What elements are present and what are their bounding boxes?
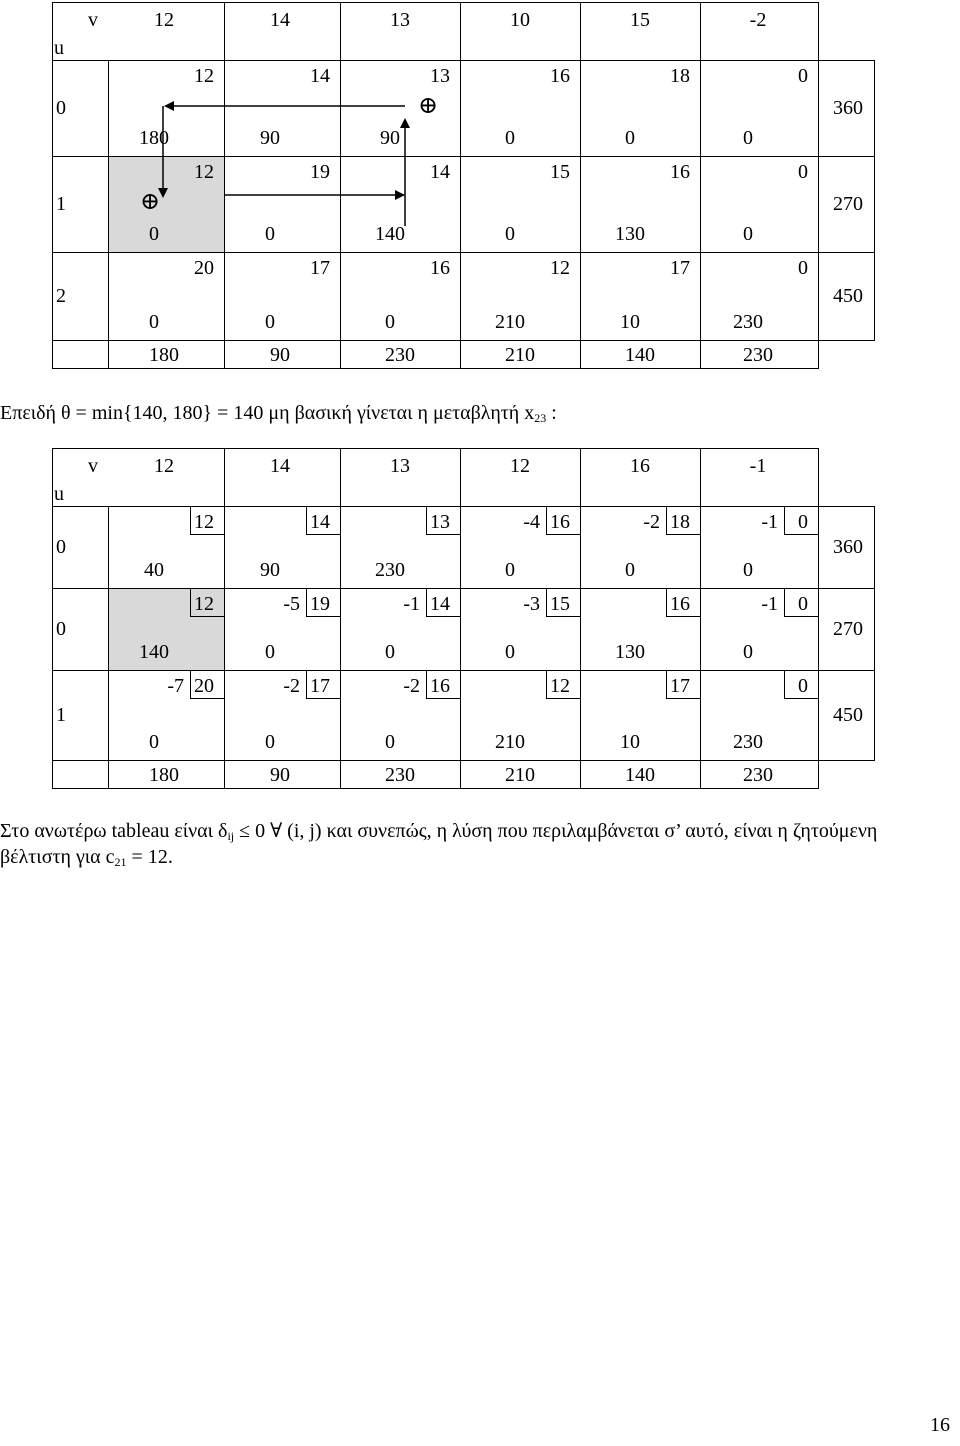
u-potential: 0 <box>56 536 66 558</box>
delta-value: -2 <box>643 511 660 533</box>
cost-value: 17 <box>670 257 690 279</box>
optimality-conclusion-line-2 <box>0 846 173 870</box>
cost-value: 12 <box>550 257 570 279</box>
cost-box-line <box>426 698 461 699</box>
delta-value: -1 <box>761 511 778 533</box>
allocation-value: 0 <box>625 559 635 581</box>
allocation-value: 210 <box>495 311 525 333</box>
grid-line <box>580 448 581 789</box>
cost-box-line <box>666 534 701 535</box>
v-potential: 14 <box>270 455 290 477</box>
grid-line <box>52 448 819 449</box>
delta-value: -2 <box>403 675 420 697</box>
delta-value: -7 <box>167 675 184 697</box>
cost-value: 17 <box>670 675 690 697</box>
allocation-value: 130 <box>615 223 645 245</box>
cost-value: 13 <box>430 65 450 87</box>
theta-colon: : <box>546 402 557 424</box>
cost-box-line <box>546 698 581 699</box>
allocation-value: 0 <box>265 311 275 333</box>
v-label: v <box>88 455 98 477</box>
cost-box-line <box>546 616 581 617</box>
allocation-value: 0 <box>265 641 275 663</box>
allocation-value: 40 <box>144 559 164 581</box>
cost-value: 17 <box>310 675 330 697</box>
allocation-value: 0 <box>149 311 159 333</box>
grid-line <box>818 448 819 789</box>
delta-value: -1 <box>403 593 420 615</box>
delta-value: -2 <box>283 675 300 697</box>
cost-box-line <box>666 616 701 617</box>
delta-value: -5 <box>283 593 300 615</box>
grid-line <box>700 448 701 789</box>
cost-value: 16 <box>430 675 450 697</box>
cost-value: 0 <box>798 593 808 615</box>
demand-value: 210 <box>505 764 535 786</box>
v-potential: 12 <box>154 455 174 477</box>
v-potential: 16 <box>630 455 650 477</box>
u-potential: 0 <box>56 618 66 640</box>
allocation-value: 230 <box>733 731 763 753</box>
cycle-arrows <box>0 0 960 400</box>
grid-line <box>52 448 53 789</box>
grid-line <box>52 760 875 761</box>
v-label: v <box>88 9 98 31</box>
v-potential: 14 <box>270 9 290 31</box>
allocation-value: 0 <box>385 641 395 663</box>
demand-value: 230 <box>385 764 415 786</box>
theta-subscript: 23 <box>534 411 547 425</box>
arrow-head-icon <box>164 101 174 111</box>
cost-value: 20 <box>194 675 214 697</box>
u-potential: 1 <box>56 704 66 726</box>
conclusion-subscript-ij: ij <box>227 829 235 843</box>
delta-value: -1 <box>761 593 778 615</box>
allocation-value: 0 <box>505 559 515 581</box>
arrow-head-icon <box>158 188 168 198</box>
cost-value: 12 <box>194 593 214 615</box>
cost-value: 20 <box>194 257 214 279</box>
grid-line <box>460 448 461 789</box>
demand-value: 230 <box>385 344 415 366</box>
u-potential: 2 <box>56 285 66 307</box>
allocation-value: 0 <box>265 731 275 753</box>
theta-text: Επειδή θ = min{140, 180} = 140 μη βασική γίνεται η μεταβλητή x <box>0 402 535 424</box>
theta-explanation <box>0 402 557 426</box>
cost-value: 0 <box>798 257 808 279</box>
allocation-value: 0 <box>743 641 753 663</box>
allocation-value: 0 <box>743 127 753 149</box>
allocation-value: 90 <box>260 559 280 581</box>
conclusion-text-c: βέλτιστη για c <box>0 846 115 868</box>
cost-value: 19 <box>310 593 330 615</box>
v-potential: 13 <box>390 9 410 31</box>
delta-value: -4 <box>523 511 540 533</box>
grid-line <box>224 448 225 789</box>
allocation-value: 230 <box>375 559 405 581</box>
v-potential: -1 <box>749 455 767 477</box>
grid-line <box>52 670 875 671</box>
v-potential: 12 <box>510 455 530 477</box>
cost-value: 19 <box>310 161 330 183</box>
cost-value: 13 <box>430 511 450 533</box>
cost-box-line <box>190 534 225 535</box>
cost-box-line <box>306 616 341 617</box>
cost-box-line <box>306 698 341 699</box>
cost-box-line <box>666 698 701 699</box>
conclusion-text-b: ≤ 0 ∀ (i, j) και συνεπώς, η λύση που περιλαμβάνεται σ’ αυτό, είναι η ζητούμενη <box>234 820 878 842</box>
cost-value: 15 <box>550 161 570 183</box>
allocation-value: 230 <box>733 311 763 333</box>
allocation-value: 0 <box>505 127 515 149</box>
cost-value: 0 <box>798 161 808 183</box>
allocation-value: 140 <box>375 223 405 245</box>
allocation-value: 10 <box>620 311 640 333</box>
u-label: u <box>54 37 64 59</box>
allocation-value: 0 <box>625 127 635 149</box>
cost-box-line <box>546 534 581 535</box>
cost-value: 12 <box>194 161 214 183</box>
cost-value: 14 <box>430 593 450 615</box>
cost-value: 16 <box>670 161 690 183</box>
optimality-conclusion-line-1 <box>0 818 877 844</box>
u-label: u <box>54 483 64 505</box>
demand-value: 230 <box>743 344 773 366</box>
conclusion-subscript-21: 21 <box>114 855 127 869</box>
arrow-head-icon <box>400 118 410 128</box>
allocation-value: 0 <box>265 223 275 245</box>
demand-value: 90 <box>270 764 290 786</box>
cost-value: 14 <box>310 511 330 533</box>
demand-value: 180 <box>149 764 179 786</box>
allocation-value: 90 <box>260 127 280 149</box>
cost-box-line <box>426 616 461 617</box>
allocation-value: 180 <box>139 127 169 149</box>
supply-value: 450 <box>833 285 863 307</box>
demand-value: 140 <box>625 344 655 366</box>
demand-value: 230 <box>743 764 773 786</box>
cost-value: 14 <box>310 65 330 87</box>
cost-value: 0 <box>798 511 808 533</box>
conclusion-text-d: = 12. <box>126 846 173 868</box>
cost-value: 16 <box>670 593 690 615</box>
plus-icon: ⊕ <box>140 189 161 215</box>
cost-value: 18 <box>670 511 690 533</box>
cost-box-line <box>306 534 341 535</box>
delta-value: -3 <box>523 593 540 615</box>
cost-value: 14 <box>430 161 450 183</box>
v-potential: -2 <box>749 9 767 31</box>
supply-value: 360 <box>833 536 863 558</box>
cost-box-line <box>190 698 225 699</box>
cost-value: 16 <box>430 257 450 279</box>
u-potential: 1 <box>56 193 66 215</box>
allocation-value: 0 <box>505 641 515 663</box>
cost-box-line <box>426 534 461 535</box>
allocation-value: 0 <box>149 223 159 245</box>
v-potential: 13 <box>390 455 410 477</box>
cost-value: 15 <box>550 593 570 615</box>
allocation-value: 130 <box>615 641 645 663</box>
grid-line <box>52 588 875 589</box>
grid-line <box>108 506 109 789</box>
cost-value: 16 <box>550 65 570 87</box>
arrow-head-icon <box>395 190 405 200</box>
v-potential: 12 <box>154 9 174 31</box>
supply-value: 360 <box>833 97 863 119</box>
supply-value: 270 <box>833 618 863 640</box>
cost-box-line <box>190 616 225 617</box>
cost-value: 18 <box>670 65 690 87</box>
plus-icon: ⊕ <box>418 93 439 119</box>
allocation-value: 210 <box>495 731 525 753</box>
grid-line <box>874 506 875 761</box>
demand-value: 90 <box>270 344 290 366</box>
cost-box-line <box>784 534 819 535</box>
u-potential: 0 <box>56 97 66 119</box>
cost-value: 0 <box>798 65 808 87</box>
allocation-value: 0 <box>743 559 753 581</box>
v-potential: 10 <box>510 9 530 31</box>
allocation-value: 140 <box>139 641 169 663</box>
cost-value: 12 <box>194 511 214 533</box>
supply-value: 270 <box>833 193 863 215</box>
page-number: 16 <box>930 1414 950 1436</box>
grid-line <box>52 506 875 507</box>
grid-line <box>52 788 819 789</box>
allocation-value: 90 <box>380 127 400 149</box>
allocation-value: 0 <box>743 223 753 245</box>
v-potential: 15 <box>630 9 650 31</box>
cost-value: 12 <box>550 675 570 697</box>
grid-line <box>340 448 341 789</box>
conclusion-text-a: Στο ανωτέρω tableau είναι δ <box>0 820 228 842</box>
allocation-value: 0 <box>149 731 159 753</box>
cost-value: 12 <box>194 65 214 87</box>
allocation-value: 0 <box>385 311 395 333</box>
demand-value: 140 <box>625 764 655 786</box>
cost-value: 0 <box>798 675 808 697</box>
cost-box-line <box>784 698 819 699</box>
cost-value: 16 <box>550 511 570 533</box>
demand-value: 210 <box>505 344 535 366</box>
allocation-value: 0 <box>505 223 515 245</box>
allocation-value: 0 <box>385 731 395 753</box>
allocation-value: 10 <box>620 731 640 753</box>
demand-value: 180 <box>149 344 179 366</box>
cost-value: 17 <box>310 257 330 279</box>
supply-value: 450 <box>833 704 863 726</box>
cost-box-line <box>784 616 819 617</box>
